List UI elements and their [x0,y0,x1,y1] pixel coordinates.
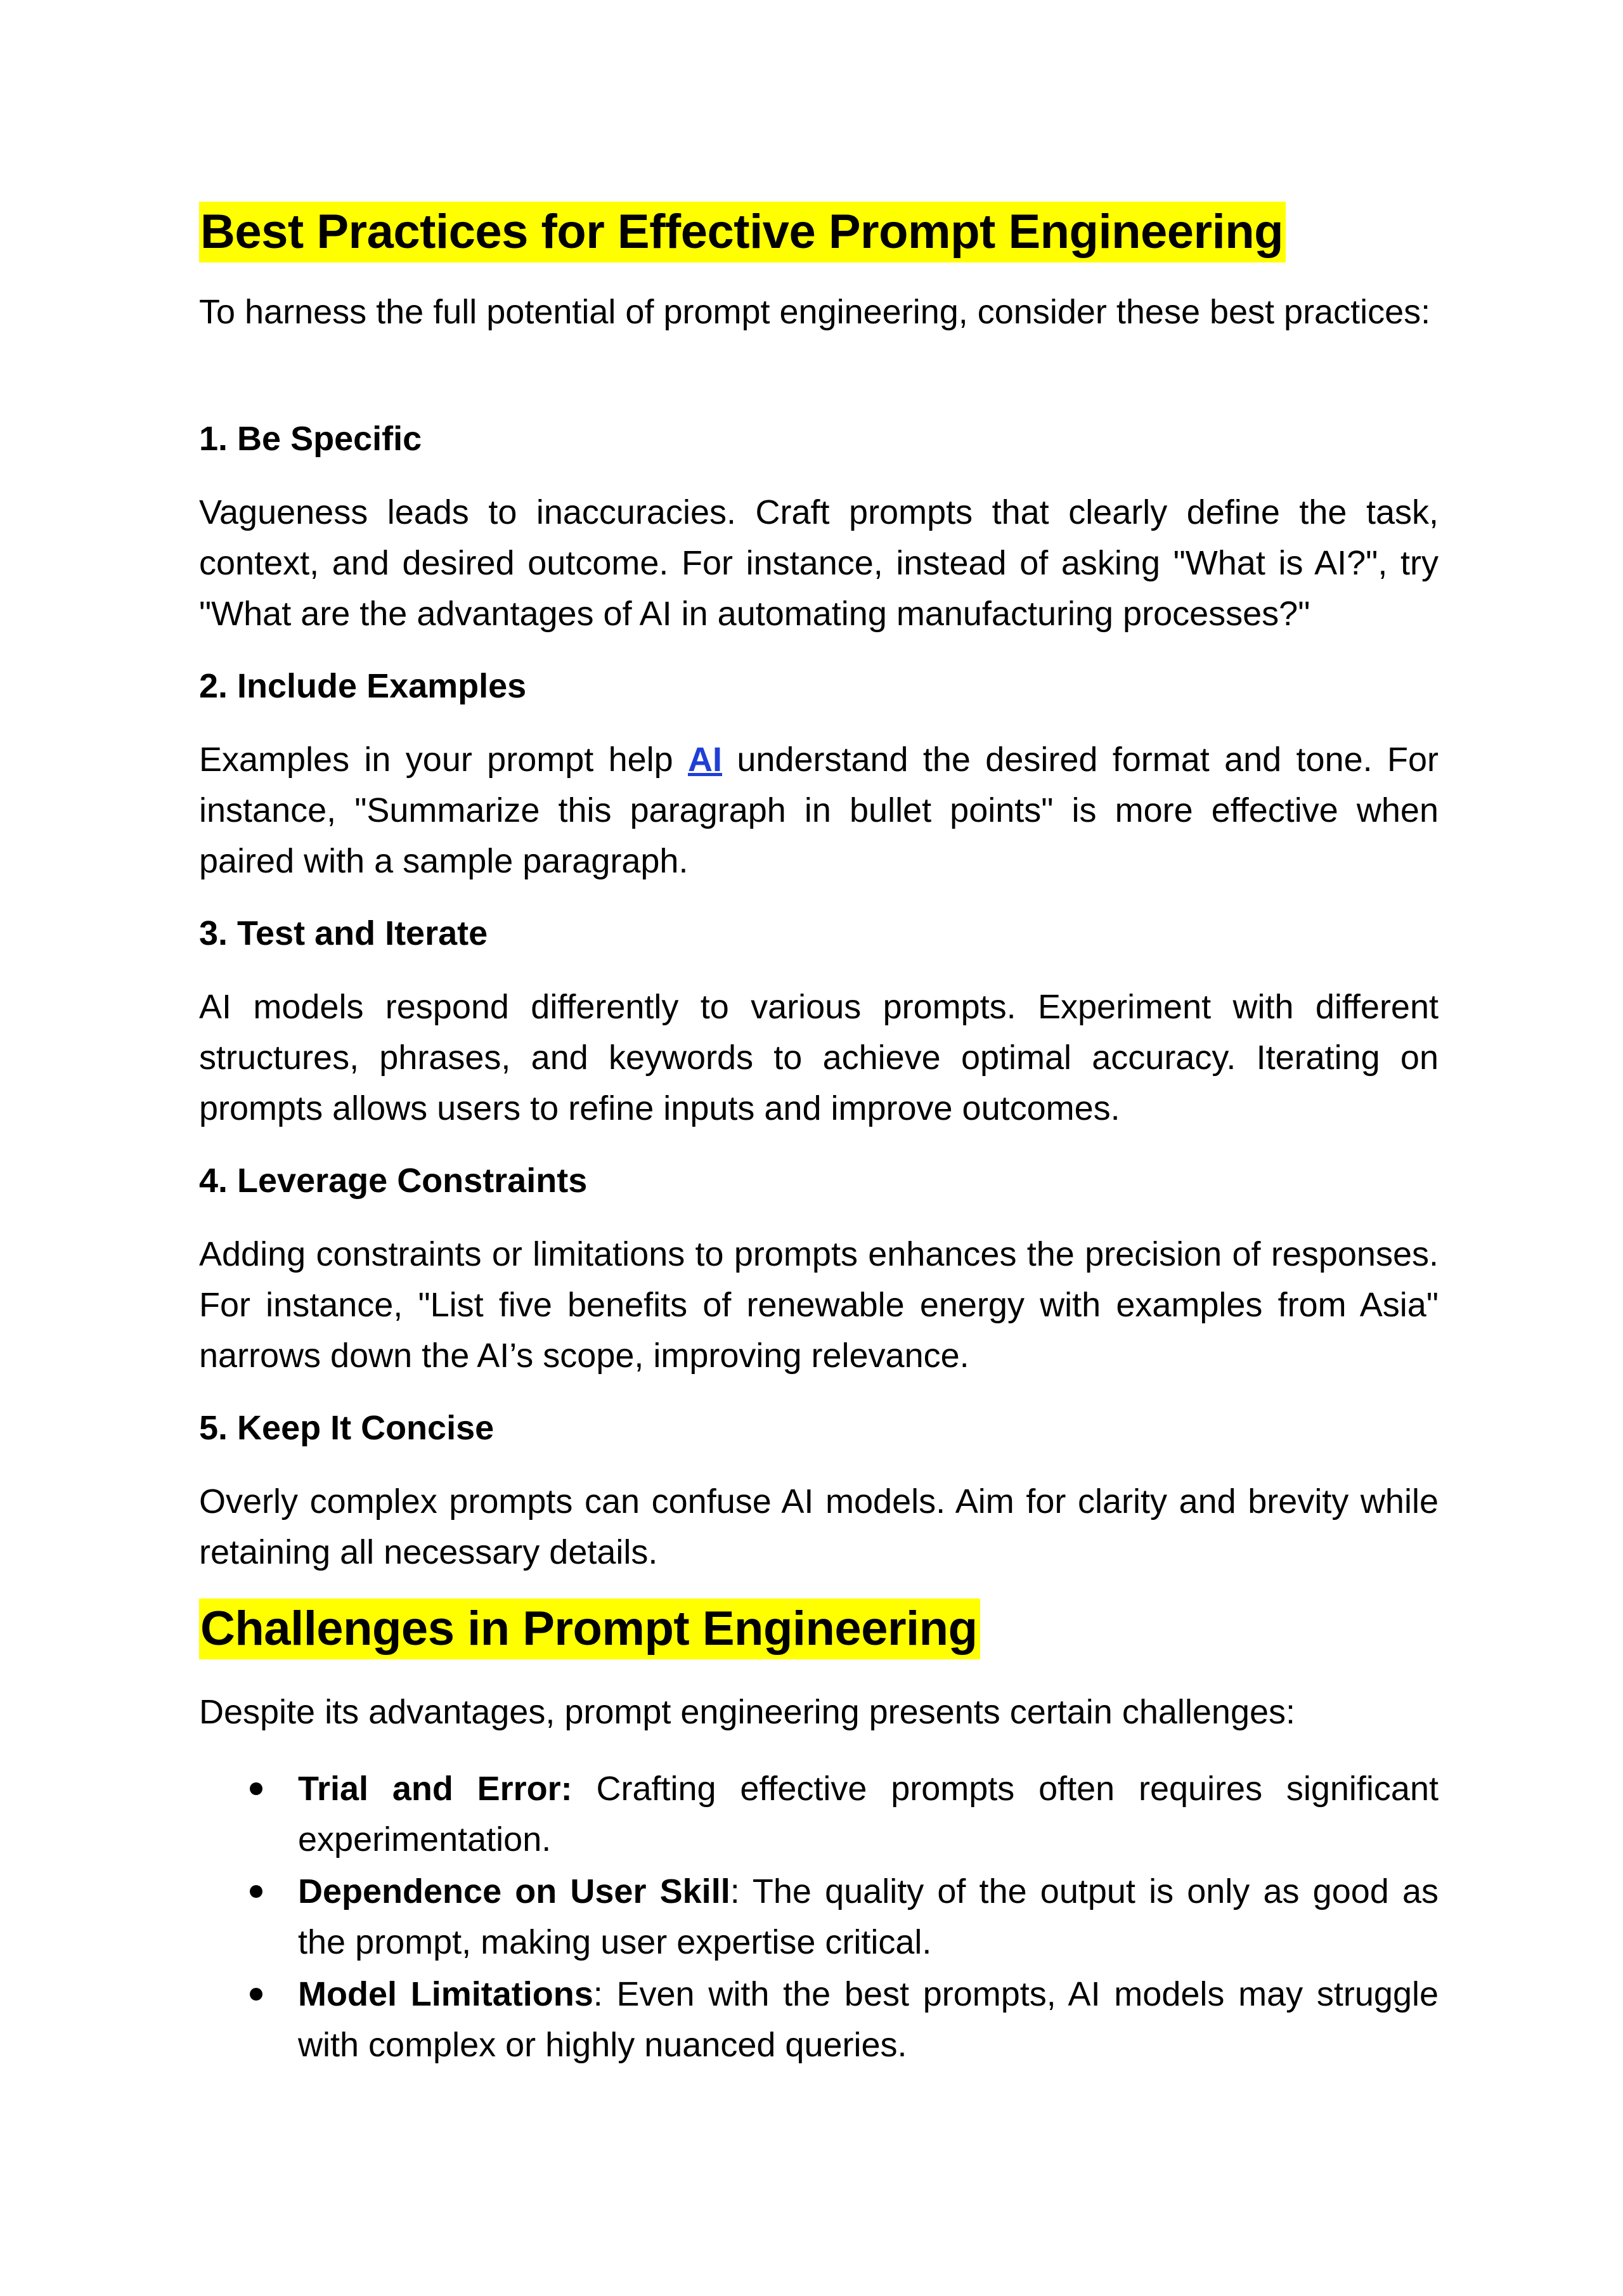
intro-paragraph: To harness the full potential of prompt engineering, consider these best practices: [199,293,1431,331]
paragraph-text-start: Examples in your prompt help [199,741,689,779]
paragraph-leverage-constraints: Adding constraints or limitations to prompts enhances the precision of responses. For instance, "List five benefits of renewable energy with examples from Asia" narrows down the AI’s scope, improving relevance. [199,1235,1439,1375]
section-heading-challenges: Challenges in Prompt Engineering [199,1599,980,1659]
section-heading-best-practices: Best Practices for Effective Prompt Engineering [199,202,1286,263]
subheading-be-specific: 1. Be Specific [199,420,422,458]
ai-link[interactable]: AI [688,741,723,779]
subheading-test-iterate: 3. Test and Iterate [199,914,488,952]
paragraph-test-iterate: AI models respond differently to various prompts. Experiment with different structures, phrases, and keywords to achieve optimal accuracy. Iterating on prompts allows users to refine inputs and improve outcomes. [199,988,1439,1127]
list-item-text: : The quality of the output is only as good as the prompt, making user expertise critical. [298,1872,1439,1961]
challenges-list [199,1763,1439,2072]
subheading-include-examples: 2. Include Examples [199,667,527,705]
list-item [199,1866,1439,1968]
paragraph-be-specific: Vagueness leads to inaccuracies. Craft prompts that clearly define the task, context, and desired outcome. For instance, instead of asking "What is AI?", try "What are the advantages of AI in automating manufacturing processes?" [199,493,1439,633]
list-item-text: Crafting effective prompts often requires significant experimentation. [298,1770,1439,1858]
list-item [199,1763,1439,1865]
bullet-icon [250,1782,262,1795]
list-item-term: Dependence on User Skill [298,1872,730,1910]
list-item-term: Model Limitations [298,1975,593,2013]
list-item [199,1969,1439,2070]
subheading-leverage-constraints: 4. Leverage Constraints [199,1162,588,1200]
list-item-term: Trial and Error: [298,1770,572,1808]
paragraph-text-end: understand the desired format and tone. For instance, "Summarize this paragraph in bullet points" is more effective when paired with a sample paragraph. [199,741,1439,880]
bullet-icon [250,1988,262,2001]
list-item-text: : Even with the best prompts, AI models may struggle with complex or highly nuanced queries. [298,1975,1439,2064]
bullet-icon [250,1885,262,1898]
paragraph-keep-concise: Overly complex prompts can confuse AI models. Aim for clarity and brevity while retaining all necessary details. [199,1482,1439,1571]
challenges-intro: Despite its advantages, prompt engineering presents certain challenges: [199,1693,1296,1731]
paragraph-include-examples [199,734,1439,886]
subheading-keep-concise: 5. Keep It Concise [199,1409,495,1447]
